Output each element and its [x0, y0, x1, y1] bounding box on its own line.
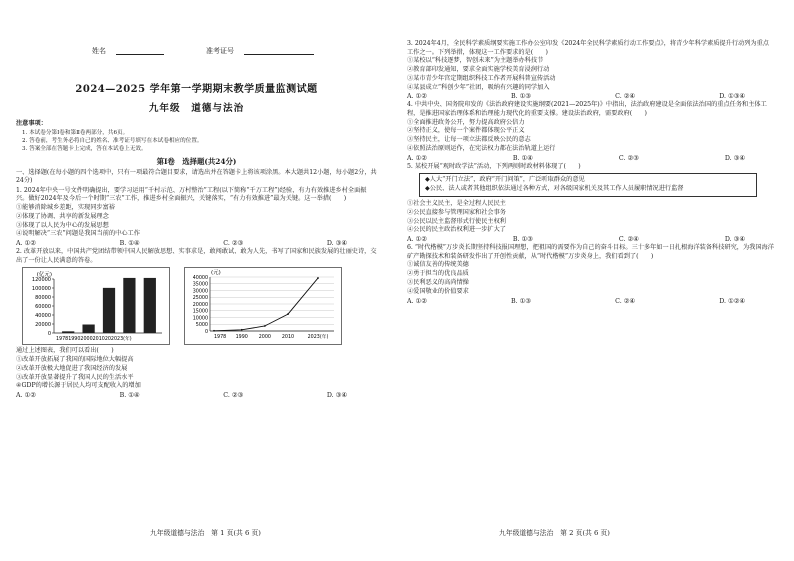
bar: [123, 278, 135, 333]
y-axis-label: (元): [211, 270, 221, 277]
y-tick-label: 0: [204, 330, 208, 336]
answer-a[interactable]: A. ①②: [16, 392, 36, 400]
q2-after: 通过上述图表，我们可以看出( ): [16, 347, 114, 355]
q3-option: ①某校以“科技逐梦，智创未来”为主题举办科技节: [407, 57, 544, 65]
q5-material: ◆人大“开门立法”，政府“开门问策”，广泛听取群众的意见: [425, 176, 585, 184]
answer-c[interactable]: C. ②④: [618, 236, 639, 244]
section-heading: 第Ⅰ卷 选择题(共24分): [156, 156, 237, 166]
notes-heading: 注意事项：: [16, 120, 47, 127]
answer-d[interactable]: D. ③④: [724, 236, 745, 244]
y-tick-label: 30000: [192, 289, 208, 295]
header-fields: [92, 46, 314, 56]
q1-option: ④说明解决“三农”问题是我国当前的中心工作: [16, 230, 140, 238]
q4-option: ②坚持正义，使每一个案件都体现公平正义: [407, 127, 525, 135]
answer-c[interactable]: C. ②③: [223, 392, 244, 400]
q6-option: ④爱国敬业的价值要求: [407, 287, 469, 295]
q2-option: ②改革开放极大地促进了我国经济的发展: [16, 364, 128, 372]
notes-item: 1. 本试卷分第Ⅰ卷和第Ⅱ卷两部分，共6页。: [22, 129, 129, 136]
gdp-bar-chart: [22, 267, 170, 345]
name-label: 姓名: [92, 47, 106, 55]
q2-answers: [16, 391, 377, 400]
page-right: [397, 0, 794, 561]
bar: [103, 288, 115, 333]
y-tick-label: 20000: [192, 303, 208, 309]
q3-option: ③某市青少年宫定期组织科技工作者开展科普宣传活动: [407, 74, 556, 82]
q6-option: ③民利恶义的高尚情操: [407, 278, 469, 286]
q5-option: ①社会主义民主，是全过程人民民主: [407, 199, 506, 207]
data-point: [241, 329, 243, 331]
q6-option: ②勇于担当的优良品质: [407, 270, 469, 278]
question-2-stem: 2. 改革开放以来，中国共产党团结带领中国人民解放思想、实事求是，敢闯敢试、敢为人先，书写了国家和民族发展的壮丽史诗，交出了一份让人民满意的答卷。: [16, 248, 377, 264]
q1-option: ②体现了协调、共享的新发展理念: [16, 212, 109, 220]
y-tick-label: 35000: [192, 282, 208, 288]
page-footer: 九年级道德与法治 第 2 页(共 6 页): [499, 529, 610, 537]
x-tick-label: 1978: [214, 335, 227, 341]
page-footer: 九年级道德与法治 第 1 页(共 6 页): [150, 529, 261, 537]
q2-charts: [22, 267, 377, 345]
q5-answers: [407, 235, 775, 244]
notes-item: 3. 答案全部在答题卡上完成，答在本试卷上无效。: [22, 145, 147, 152]
data-point: [317, 277, 319, 279]
question-1-stem: 1. 2024年中央一号文件明确提出，要学习运用“千村示范、万村整治”工程(以下简称“千万工程”)经验，有力有效推进乡村全面振兴。做好2024年及今后一个时期“三农”工作，推进乡村全面振兴，关键落实，“有力有效推进”最为关键。这一举措( ): [16, 186, 367, 203]
answer-a[interactable]: A. ①②: [407, 93, 427, 101]
y-tick-label: 15000: [192, 309, 208, 315]
answer-c[interactable]: C. ②④: [615, 297, 636, 305]
ticket-field[interactable]: [244, 46, 314, 55]
q5-option: ③公民以民主监督形式行使民主权利: [407, 217, 506, 225]
answer-a[interactable]: A. ①②: [16, 240, 36, 248]
x-tick-label: 1978199020002010202023(年): [56, 337, 132, 343]
y-tick-label: 25000: [192, 296, 208, 302]
q1-option: ③体现了以人民为中心的发展思想: [16, 221, 109, 229]
ticket-label: 准考证号: [206, 47, 234, 55]
answer-d[interactable]: D. ③④: [326, 240, 347, 248]
answer-a[interactable]: A. ①②: [407, 297, 427, 305]
bar: [82, 325, 94, 333]
answer-a[interactable]: A. ①②: [407, 154, 427, 162]
data-point: [287, 314, 289, 316]
answer-c[interactable]: C. ②④: [615, 93, 636, 101]
y-tick-label: 40000: [35, 313, 51, 320]
chart-frame: [185, 268, 342, 345]
income-line-chart: [184, 267, 342, 345]
q6-option: ①诚信友善的传统美德: [407, 261, 469, 269]
q6-answers: [407, 297, 775, 306]
income-series-line: [214, 278, 318, 331]
answer-d[interactable]: D. ③④: [326, 392, 347, 400]
bar: [62, 332, 74, 334]
y-tick-label: 0: [47, 331, 51, 338]
y-tick-label: 60000: [35, 304, 51, 311]
q4-answers: [407, 154, 775, 163]
question-6-stem: 6. “时代楷模”万步炎长期坚持科技报国理想，把祖国的需要作为自己的奋斗目标。三十多年如一日扎根海洋装备科技研究，为我国海洋矿产勘探技术和装备研发作出了开创性贡献，从“时代楷模”万步炎身上，我们看到了( ): [407, 244, 774, 260]
q3-option: ④某县成立“科创少年”社团，吸纳有兴趣的同学加入: [407, 83, 550, 91]
answer-c[interactable]: C. ②③: [223, 240, 244, 248]
q1-option: ①能够消除城乡差距，实现同步富裕: [16, 203, 115, 211]
x-tick-label: 2023(年): [307, 335, 329, 341]
question-4-stem: 4. 中共中央、国务院印发的《法治政府建设实施纲要(2021—2025年)》中指出，法治政府建设是全面依法治国的重点任务和主体工程，是推进国家治理体系和治理能力现代化的重要支撑。建设法治政府，需要政府( ): [407, 101, 767, 117]
answer-c[interactable]: C. ②③: [618, 154, 639, 162]
right-content: [407, 40, 775, 306]
q2-option: ①改革开放拓展了我国的国际地位大幅提高: [16, 355, 134, 363]
question-5-stem: 5. 某校开展“观时政学法”活动，下列两则时政材料体现了( ): [407, 162, 581, 170]
q4-option: ③坚持民主，让每一项立法都反映公民的意志: [407, 136, 531, 144]
q2-option: ④GDP的增长源于居民人均可支配收入的增加: [16, 382, 141, 390]
answer-b[interactable]: B. ①④: [119, 392, 140, 400]
name-field[interactable]: [116, 46, 164, 55]
x-tick-label: 2010: [281, 335, 295, 341]
notes: [16, 120, 377, 400]
y-tick-label: 40000: [192, 276, 208, 282]
answer-b[interactable]: B. ①④: [119, 240, 140, 248]
q1-answers: [16, 239, 377, 248]
y-tick-label: 10000: [192, 316, 208, 322]
question-3-stem: 3. 2024年4月，全民科学素质纲要实施工作办公室印发《2024年全民科学素质行动工作要点》，将青少年科学素质提升行动列为重点工作之一。下列举措，体现这一工作要求的是( ): [407, 40, 769, 56]
exam-subtitle: 九年级 道德与法治: [148, 103, 245, 114]
x-tick-label: 2000: [258, 335, 271, 341]
q4-option: ①全面推进政务公开，努力提高政府公信力: [407, 118, 525, 126]
q2-option: ③改革开放显著提升了我国人民的生活水平: [16, 373, 134, 381]
section-intro: 一、选择题(在每小题的四个选项中，只有一项最符合题目要求，请选出并在答题卡上将该项涂黑。本大题共12小题，每小题2分，共24分): [16, 168, 377, 185]
data-point: [264, 325, 266, 327]
y-tick-label: 120000: [31, 277, 51, 284]
q3-option: ②教育部印发通知，要求全面实施学校美育浸润行动: [407, 65, 550, 73]
q4-option: ④依照法治原则运作，在宪法权力都在法治轨道上运行: [407, 144, 556, 152]
notes-item: 2. 答卷前，考生务必将自己的姓名、准考证号填写在本试卷相应的位置。: [22, 137, 203, 144]
answer-d[interactable]: D. ③④: [724, 154, 745, 162]
answer-a[interactable]: A. ①②: [407, 236, 427, 244]
q5-option: ②公民直接参与管理国家和社会事务: [407, 208, 506, 216]
bar: [144, 278, 156, 333]
q5-option: ④公民的民主政治权利进一步扩大了: [407, 226, 506, 234]
answer-b[interactable]: B. ①③: [511, 93, 531, 101]
y-tick-label: 20000: [35, 322, 51, 329]
q5-material: ◆公民、法人或者其他组织依法通过各种方式，对各级国家机关及其工作人员履职情况进行监督: [425, 185, 684, 193]
y-tick-label: 80000: [35, 295, 51, 302]
y-axis-label: (亿元): [36, 272, 52, 279]
exam-title: 2024—2025 学年第一学期期末教学质量监测试题: [75, 84, 318, 95]
answer-b[interactable]: B. ①③: [512, 236, 533, 244]
y-tick-label: 5000: [195, 323, 208, 329]
answer-d[interactable]: D. ①③④: [719, 93, 745, 101]
y-tick-label: 100000: [31, 286, 51, 293]
answer-d[interactable]: D. ①②④: [719, 297, 745, 305]
q5-material-box: [419, 173, 757, 197]
x-tick-label: 1990: [235, 335, 248, 341]
answer-b[interactable]: B. ①④: [512, 154, 533, 162]
answer-b[interactable]: B. ①③: [511, 297, 531, 305]
data-point: [213, 330, 215, 332]
